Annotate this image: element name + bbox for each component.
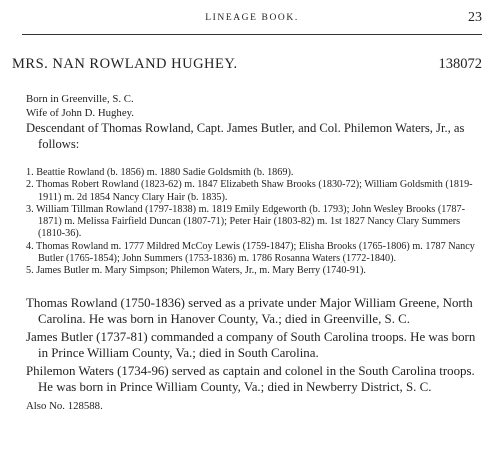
narrative-thomas-rowland: Thomas Rowland (1750-1836) served as a private under Major William Greene, North Carolina. He was born in Hanover County, Va.; died in Greenville, S. C. [26, 296, 473, 326]
spouse-line: Wife of John D. Hughey. [26, 107, 135, 119]
lineage-list [26, 167, 484, 278]
lineage-generation-4: 4. Thomas Rowland m. 1777 Mildred McCoy Lewis (1759-1847); Elisha Brooks (1765-1806) m. 1787 Nancy Butler (1765-1854); John Summers (1753-1836) m. 1786 Rosanna Waters (1772-1840). [26, 240, 475, 265]
lineage-generation-3: 3. William Tillman Rowland (1797-1838) m. 1819 Emily Edgeworth (b. 1793); John Wesley Brooks (1787-1871) m. Melissa Fairfield Duncan (1807-71); Peter Hair (1803-82) m. 1st 1827 Nancy Clary Summers (1810-36). [26, 203, 465, 240]
member-name: MRS. NAN ROWLAND HUGHEY. [12, 56, 238, 72]
lineage-generation-5: 5. James Butler m. Mary Simpson; Philemon Waters, Jr., m. Mary Berry (1740-91). [26, 265, 366, 277]
running-title: LINEAGE BOOK. [205, 13, 299, 23]
also-number: Also No. 128588. [26, 399, 103, 412]
member-number: 138072 [438, 56, 482, 72]
entry-heading [12, 56, 482, 76]
service-narratives [26, 296, 484, 414]
birth-line: Born in Greenville, S. C. [26, 93, 134, 105]
running-header [22, 10, 482, 35]
narrative-james-butler: James Butler (1737-81) commanded a company of South Carolina troops. He was born in Prince William County, Va.; died in South Carolina. [26, 330, 476, 360]
narrative-philemon-waters: Philemon Waters (1734-96) served as captain and colonel in the South Carolina troops. He was born in Prince William County, Va.; died in Newberry District, S. C. [26, 364, 475, 394]
lineage-generation-2: 2. Thomas Robert Rowland (1823-62) m. 1847 Elizabeth Shaw Brooks (1830-72); William Goldsmith (1819-1911) m. 2d 1854 Nancy Clary Hair (b. 1835). [26, 179, 473, 203]
lineage-generation-1: 1. Beattie Rowland (b. 1856) m. 1880 Sadie Goldsmith (b. 1869). [26, 167, 294, 178]
descendant-statement: Descendant of Thomas Rowland, Capt. James Butler, and Col. Philemon Waters, Jr., as follows: [26, 121, 465, 151]
page-number: 23 [468, 10, 482, 25]
